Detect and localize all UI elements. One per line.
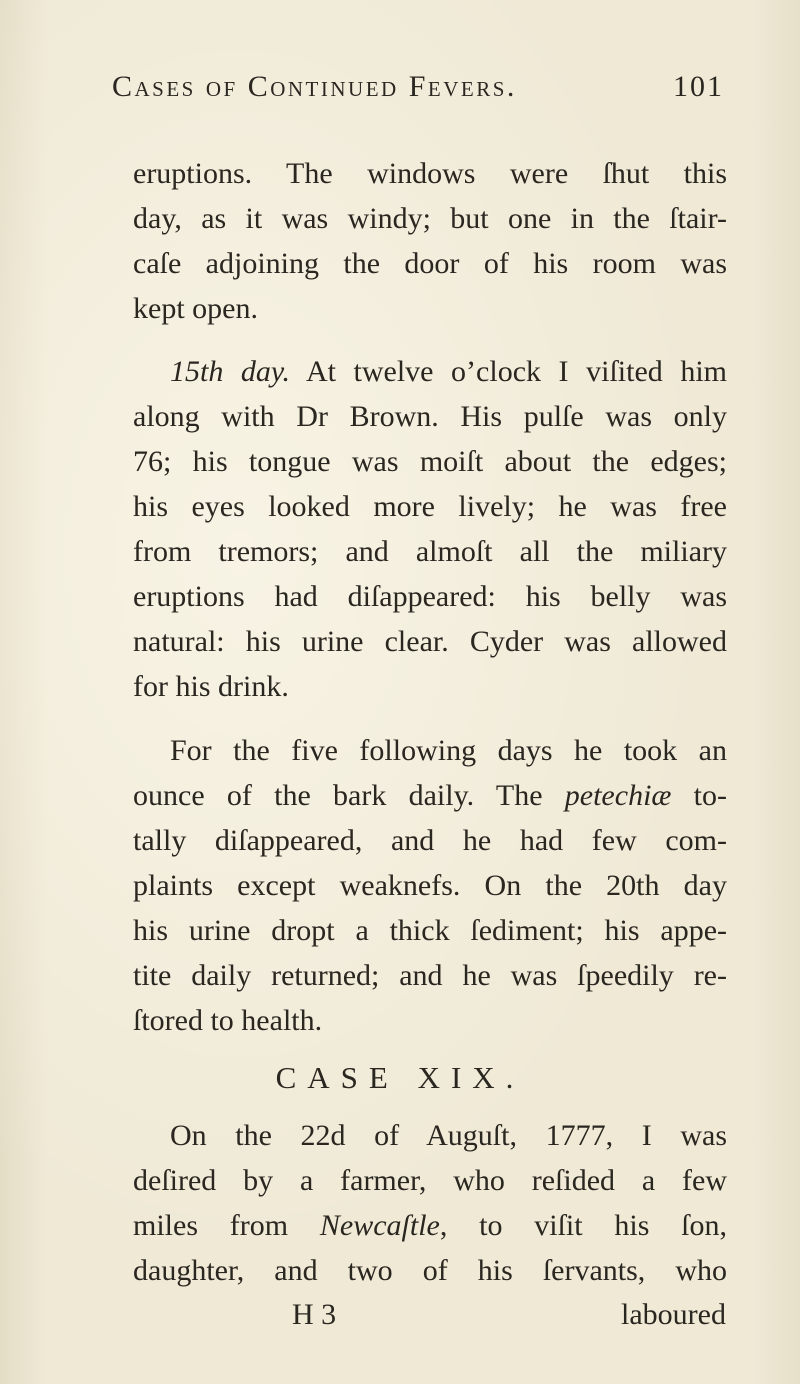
text-line: daughter, and two of his ſervants, who	[133, 1254, 727, 1287]
text-line: eruptions. The windows were ſhut this	[133, 157, 727, 190]
signature-mark: H 3	[292, 1298, 337, 1331]
text-line: 15th day. At twelve o’clock I viſited him	[170, 355, 727, 388]
text-line: along with Dr Brown. His pulſe was only	[133, 400, 727, 433]
text-line: For the five following days he took an	[170, 734, 727, 767]
text-line: tite daily returned; and he was ſpeedily re-	[133, 959, 727, 992]
text-line: his urine dropt a thick ſediment; his appe-	[133, 914, 727, 947]
text-line: On the 22d of Auguſt, 1777, I was	[170, 1119, 727, 1152]
text-line: ſtored to health.	[133, 1004, 323, 1037]
day-label: 15th day.	[170, 355, 291, 388]
text-line: for his drink.	[133, 670, 289, 703]
text-line: from tremors; and almoſt all the miliary	[133, 535, 727, 568]
page-number: 101	[673, 70, 724, 103]
text-line: deſired by a farmer, who reſided a few	[133, 1164, 727, 1197]
place-name: Newcaſtle	[319, 1209, 440, 1242]
text-line: ounce of the bark daily. The petechiæ to-	[133, 779, 728, 812]
running-head-title: Cases of Continued Fevers.	[112, 70, 517, 103]
text-line: day, as it was windy; but one in the ſtair-	[133, 202, 727, 235]
text-line: natural: his urine clear. Cyder was allowed	[133, 625, 727, 658]
text-line: eruptions had diſappeared: his belly was	[133, 580, 727, 613]
text-line: plaints except weaknefs. On the 20th day	[133, 869, 727, 902]
running-head	[112, 70, 724, 118]
text-line: tally diſappeared, and he had few com-	[133, 824, 727, 857]
text-line: kept open.	[133, 292, 258, 325]
case-heading: CASE XIX.	[275, 1060, 525, 1095]
catchword: laboured	[621, 1298, 726, 1331]
text-line: his eyes looked more lively; he was free	[133, 490, 727, 523]
text-line: caſe adjoining the door of his room was	[133, 247, 727, 280]
italic-term: petechiæ	[564, 779, 672, 812]
text-line: 76; his tongue was moiſt about the edges;	[133, 445, 727, 478]
text-line: miles from Newcaſtle, to viſit his ſon,	[133, 1209, 727, 1242]
